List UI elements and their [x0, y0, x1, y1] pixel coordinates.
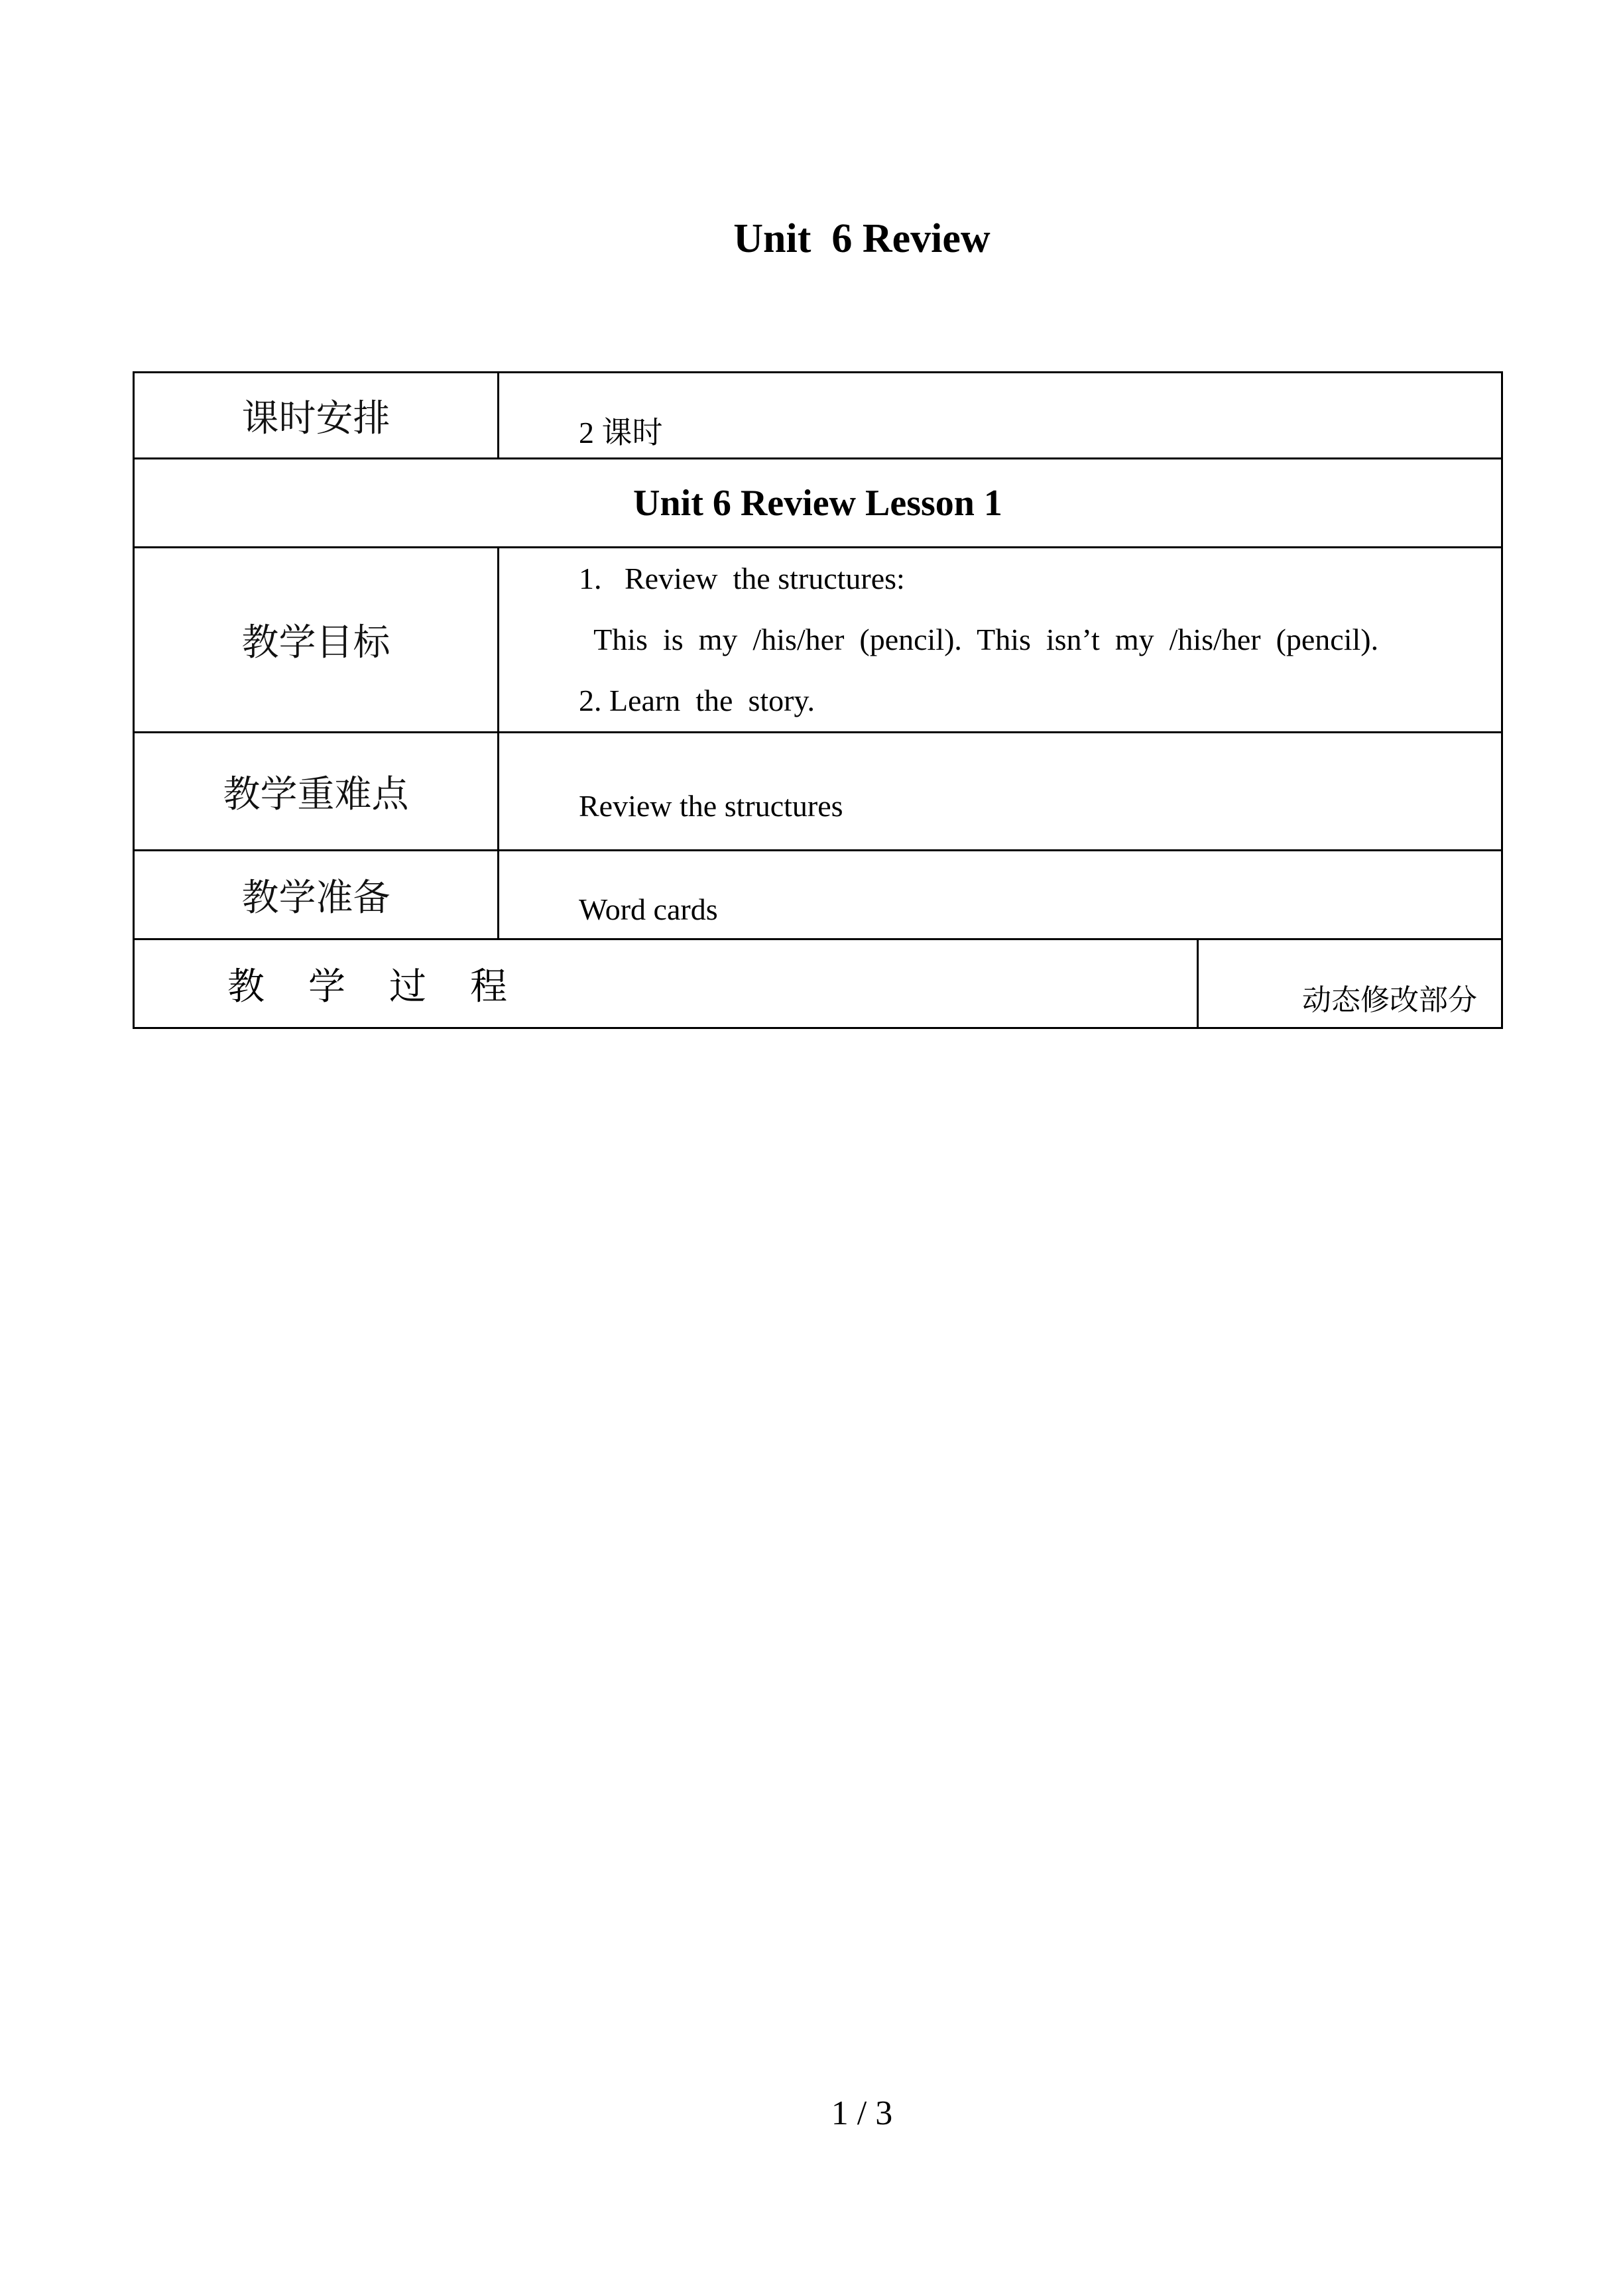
- process-label-char: 学: [308, 965, 345, 1008]
- process-note: 动态修改部分: [1198, 939, 1502, 1028]
- period-value: 2 课时: [499, 373, 1502, 459]
- lesson-title: Unit 6 Review Lesson 1: [134, 459, 1502, 548]
- document-title: Unit 6 Review: [733, 216, 991, 261]
- objectives-label: 教学目标: [134, 548, 499, 733]
- process-label: [134, 939, 1198, 1028]
- objective-line: 1. Review the structures:: [579, 562, 905, 595]
- period-label: 课时安排: [134, 373, 499, 459]
- lesson-plan-table: [133, 371, 1503, 1029]
- lesson-title-row: [134, 459, 1502, 548]
- objective-line: 2. Learn the story.: [579, 684, 815, 717]
- focus-row: [134, 733, 1502, 851]
- focus-value: Review the structures: [499, 733, 1502, 851]
- objective-line: This is my /his/her (pencil). This isn’t my /his/her (pencil).: [579, 623, 1379, 656]
- page-number: 1 / 3: [831, 2094, 893, 2132]
- process-label-char: 程: [470, 965, 507, 1008]
- prep-label: 教学准备: [134, 851, 499, 939]
- focus-label: 教学重难点: [134, 733, 499, 851]
- prep-row: [134, 851, 1502, 939]
- process-label-char: 过: [389, 965, 426, 1008]
- prep-value: Word cards: [499, 851, 1502, 939]
- period-row: [134, 373, 1502, 459]
- objectives-cell: [499, 548, 1502, 733]
- objectives-row: [134, 548, 1502, 733]
- process-label-char: 教: [227, 965, 265, 1008]
- process-row: [134, 939, 1502, 1028]
